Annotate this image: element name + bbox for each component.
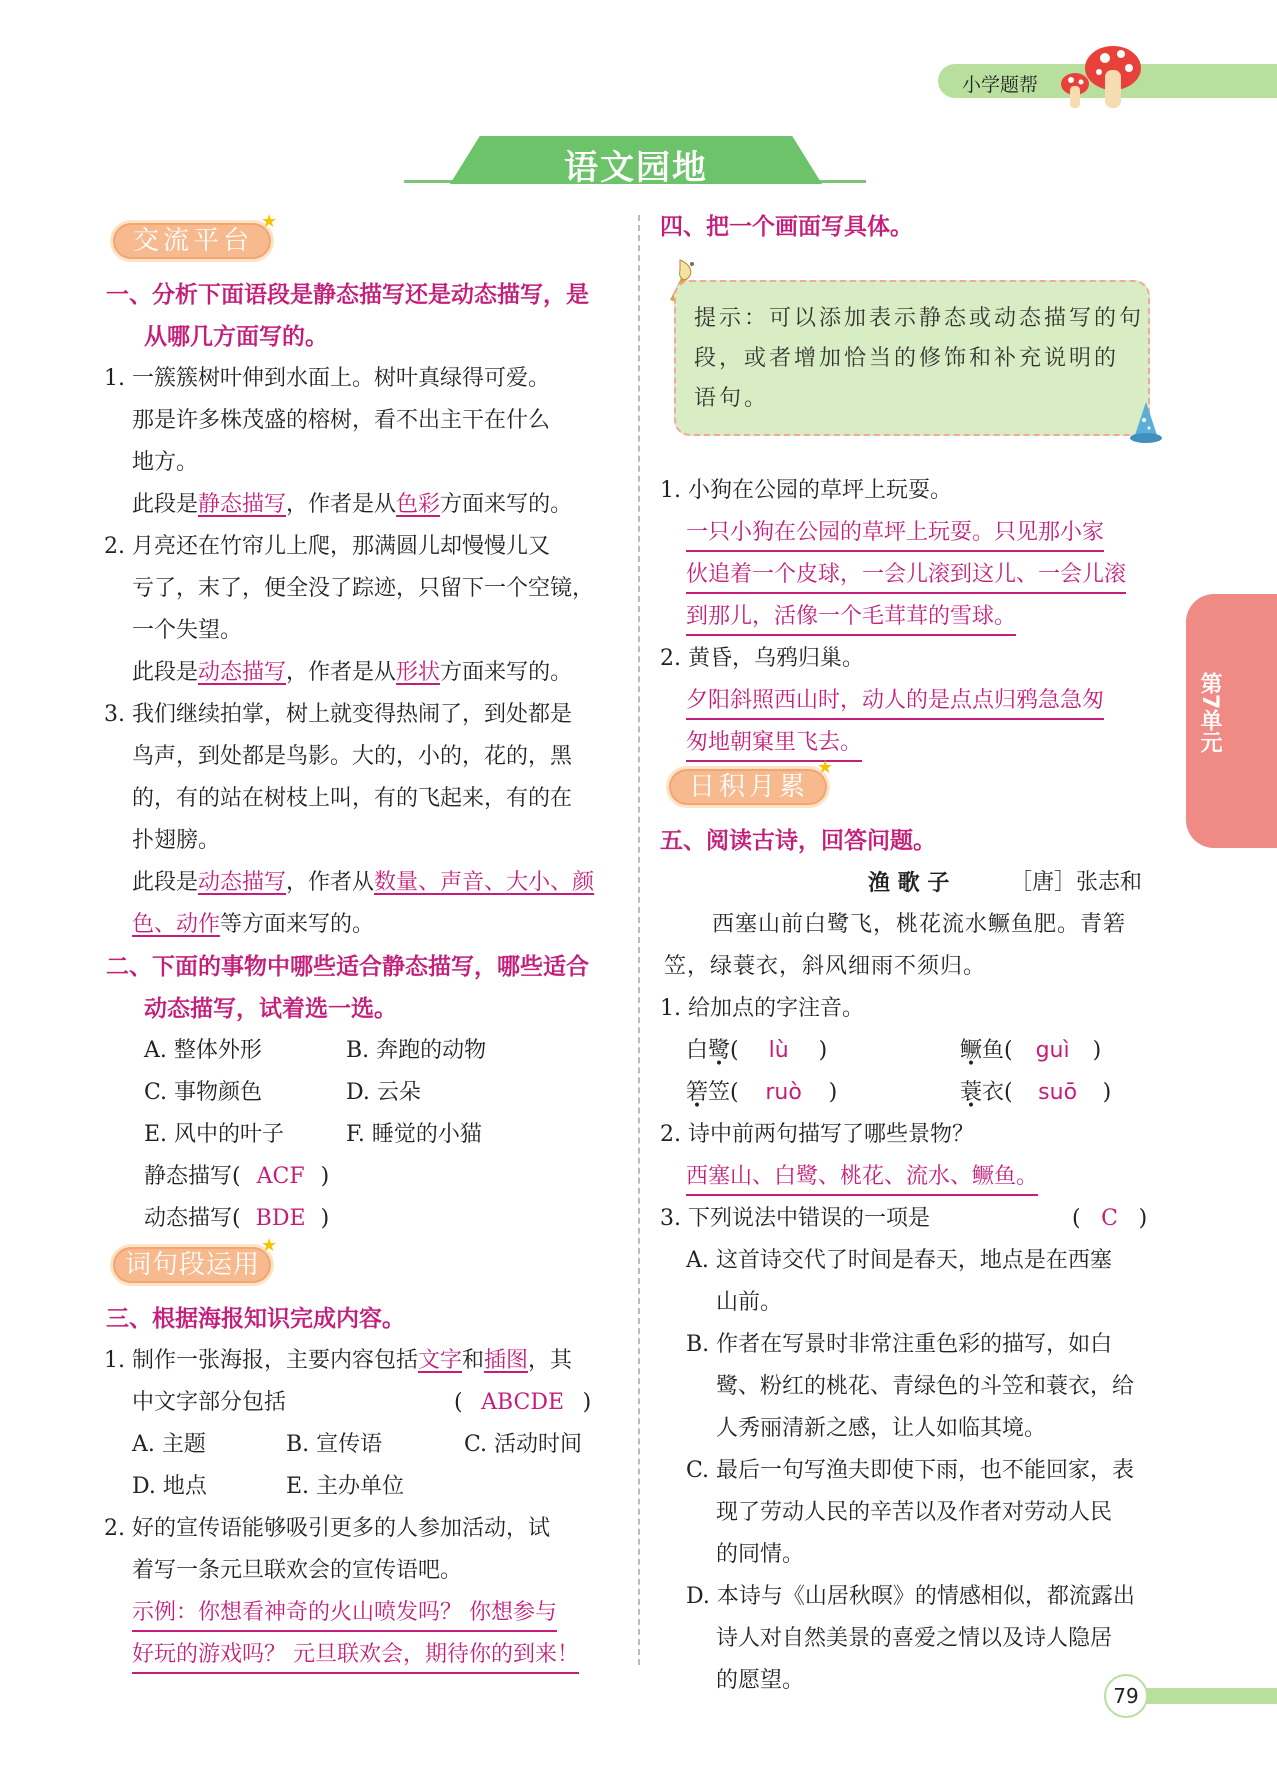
paren: ( [454,1390,463,1415]
paren: ) [828,1080,838,1105]
option-f: F. 睡觉的小猫 [346,1122,482,1147]
q5-opt-b-line3: 人秀丽清新之感，让人如临其境。 [716,1416,1047,1441]
answer-fill: 形状 [396,660,441,685]
page-number: 79 [1104,1674,1148,1718]
q3-option-b: B. 宣传语 [286,1432,383,1457]
section-pill-label: 日积月累 [689,772,810,802]
star-icon: ★ [261,1235,279,1256]
pinyin-row1-right [960,1036,1101,1066]
paren: ) [1102,1080,1112,1105]
q4-1-answer-line1 [686,518,1104,552]
passage3-line4: 扑翅膀。 [132,828,221,853]
q1-title: 一、分析下面语段是静态描写还是动态描写，是 [106,282,589,308]
answer-fill: 动态描写 [198,660,287,685]
section-pill-usage [110,1235,279,1286]
answer-text: 方面来写的。 [440,492,573,517]
q5-opt-a-line1: A. 这首诗交代了时间是春天，地点是在西塞 [686,1248,1112,1273]
wizard-hat-icon [1128,400,1164,444]
star-icon: ★ [261,211,282,232]
char: 衣( [982,1080,1013,1105]
answer-text: 此段是 [132,870,199,895]
q5-2-answer [686,1162,1038,1196]
q3-title: 三、根据海报知识完成内容。 [106,1306,405,1332]
passage2-line2: 亏了，末了，便全没了踪迹，只留下一个空镜， [132,576,595,601]
dotted-char: 蓑 [960,1080,983,1105]
q1-title-cont: 从哪几方面写的。 [144,324,328,350]
paren: ) [1092,1038,1102,1063]
poem-author: ［唐］张志和 [1010,870,1143,895]
q5-3-bracket [1072,1204,1147,1234]
answer-fill: 一只小狗在公园的草坪上玩耍。只见那小家 [686,518,1104,552]
answer-fill: 声音 [440,870,485,895]
pinyin-answer: ruò [765,1080,802,1105]
section-pill-label: 交流平台 [133,226,254,256]
answer3-line2 [132,910,374,940]
answer-fill: 匆地朝窠里飞去。 [686,728,862,762]
column-divider [638,215,640,1665]
answer1-line [132,490,572,520]
answer-fill: 到那儿，活像一个毛茸茸的雪球。 [686,602,1016,636]
choice-answer: C [1101,1206,1119,1231]
dynamic-label: 动态描写( [144,1206,241,1231]
paren: ( [1072,1206,1081,1231]
passage1-line2: 那是许多株茂盛的榕树，看不出主干在什么 [132,408,551,433]
answer-fill: 夕阳斜照西山时，动人的是点点归鸦急急匆 [686,686,1104,720]
q5-title: 五、阅读古诗，回答问题。 [660,828,936,854]
answer-fill: 文字 [417,1348,462,1373]
poem-title: 渔 歌 子 [868,870,950,896]
answer3-line [132,868,594,898]
q3-1-line2: 中文字部分包括 [132,1390,287,1415]
dotted-char: 箬 [686,1080,709,1105]
q5-opt-d-line3: 的愿望。 [716,1668,805,1693]
static-answer: ACF [256,1164,305,1189]
q5-opt-c-line1: C. 最后一句写渔夫即使下雨，也不能回家，表 [686,1458,1135,1483]
answer-fill: 大小 [506,870,551,895]
answer-text: 此段是 [132,492,199,517]
answer-text: 此段是 [132,660,199,685]
q2-title: 二、下面的事物中哪些适合静态描写，哪些适合 [106,954,589,980]
dynamic-answer: BDE [255,1206,306,1231]
section-pill-label: 词句段运用 [125,1250,261,1280]
answer-fill: 、 [418,870,441,895]
pinyin-answer: lù [768,1038,789,1063]
answer-fill: 插图 [484,1348,529,1373]
answer-fill: 伙追着一个皮球，一会儿滚到这儿、一会儿滚 [686,560,1126,594]
q4-2: 2. 黄昏，乌鸦归巢。 [660,646,864,671]
pinyin-answer: guì [1035,1038,1070,1063]
q3-2-line1: 2. 好的宣传语能够吸引更多的人参加活动，试 [104,1516,550,1541]
q5-opt-c-line2: 现了劳动人民的辛苦以及作者对劳动人民 [716,1500,1113,1525]
q3-1-text: ，其 [528,1348,573,1373]
q2-title-cont: 动态描写，试着选一选。 [144,996,397,1022]
pinyin-row2-right [960,1078,1111,1108]
q3-2-line2: 着写一条元旦联欢会的宣传语吧。 [132,1558,463,1583]
answer-fill: 、 [154,912,177,937]
answer-fill: 色 [132,912,155,937]
dynamic-answer-row [144,1204,329,1234]
q3-1-text: 1. 制作一张海报，主要内容包括 [104,1348,418,1373]
answer-fill: 动态描写 [198,870,287,895]
answer2-line [132,658,572,688]
footer-band [1140,1688,1277,1704]
paren: ) [320,1164,330,1189]
q4-2-answer-line1 [686,686,1104,720]
answer-fill: 好玩的游戏吗？ 元旦联欢会，期待你的到来！ [132,1640,579,1674]
q5-3: 3. 下列说法中错误的一项是 [660,1206,930,1231]
page-title: 语文园地 [564,148,708,188]
passage3-line2: 鸟声，到处都是鸟影。大的，小的，花的，黑 [132,744,573,769]
q4-1-answer-line3 [686,602,1016,636]
tip-line2: 段，或者增加恰当的修饰和补充说明的 [694,346,1120,371]
choice-answer: ABCDE [481,1390,565,1415]
q3-option-d: D. 地点 [132,1474,207,1499]
pinyin-answer: suō [1038,1080,1078,1105]
q5-opt-d-line2: 诗人对自然美景的喜爱之情以及诗人隐居 [716,1626,1113,1651]
q3-option-c: C. 活动时间 [464,1432,583,1457]
poem-line2: 笠，绿蓑衣，斜风细雨不须归。 [664,954,987,979]
q5-opt-b-line2: 鹭、粉红的桃花、青绿色的斗笠和蓑衣，给 [716,1374,1135,1399]
passage2-line3: 一个失望。 [132,618,243,643]
section-pill-accumulate [666,757,838,808]
paren: ( [730,1038,739,1063]
paren: ) [818,1038,828,1063]
q3-2-answer-line1 [132,1598,557,1632]
mushroom-icon [1055,40,1145,112]
static-label: 静态描写( [144,1164,241,1189]
q5-opt-c-line3: 的同情。 [716,1542,805,1567]
q5-opt-a-line2: 山前。 [716,1290,783,1315]
q5-opt-d-line1: D. 本诗与《山居秋暝》的情感相似，都流露出 [686,1584,1135,1609]
paren: ) [320,1206,330,1231]
dotted-char: 鹭 [708,1038,731,1063]
passage3-line3: 的，有的站在树枝上叫，有的飞起来，有的在 [132,786,573,811]
answer-text: 等方面来写的。 [220,912,375,937]
q4-1: 1. 小狗在公园的草坪上玩耍。 [660,478,952,503]
option-d: D. 云朵 [346,1080,421,1105]
pinyin-row1-left [686,1036,827,1066]
passage1-line3: 地方。 [132,450,199,475]
q3-1-text: 和 [462,1348,485,1373]
tip-line1: 提示：可以添加表示静态或动态描写的句 [694,306,1145,331]
q3-option-e: E. 主办单位 [286,1474,405,1499]
q4-title: 四、把一个画面写具体。 [660,214,913,240]
answer-text: ，作者是从 [286,660,397,685]
answer-fill: 、 [484,870,507,895]
passage3-line1: 3. 我们继续拍掌，树上就变得热闹了，到处都是 [104,702,572,727]
q5-2: 2. 诗中前两句描写了哪些景物？ [660,1122,974,1147]
option-c: C. 事物颜色 [144,1080,263,1105]
static-answer-row [144,1162,329,1192]
q5-1: 1. 给加点的字注音。 [660,996,864,1021]
option-a: A. 整体外形 [144,1038,262,1063]
q4-1-answer-line2 [686,560,1126,594]
q5-opt-b-line1: B. 作者在写景时非常注重色彩的描写，如白 [686,1332,1113,1357]
q3-1-bracket [454,1388,591,1418]
tip-line3: 语句。 [694,386,770,411]
answer-fill: 西塞山、白鹭、桃花、流水、鳜鱼。 [686,1162,1038,1196]
answer-text: ，作者从 [286,870,375,895]
answer-fill: 静态描写 [198,492,287,517]
answer-fill: 示例：你想看神奇的火山喷发吗？ 你想参与 [132,1598,557,1632]
unit-tab-label: 第7单元 [1197,672,1222,754]
paren: ) [1138,1206,1148,1231]
poem-line1: 西塞山前白鹭飞，桃花流水鳜鱼肥。青箬 [712,912,1127,937]
answer-fill: 色彩 [396,492,441,517]
pinyin-row2-left [686,1078,837,1108]
passage1-line1: 1. 一簇簇树叶伸到水面上。树叶真绿得可爱。 [104,366,550,391]
option-b: B. 奔跑的动物 [346,1038,487,1063]
dotted-char: 鳜 [960,1038,983,1063]
passage2-line1: 2. 月亮还在竹帘儿上爬，那满圆儿却慢慢儿又 [104,534,550,559]
option-e: E. 风中的叶子 [144,1122,285,1147]
brand-label: 小学题帮 [962,74,1039,96]
answer-fill: 动作 [176,912,221,937]
q3-option-a: A. 主题 [132,1432,206,1457]
answer-fill: 、 [550,870,573,895]
char: 白 [686,1038,709,1063]
paren: ) [582,1390,592,1415]
star-icon: ★ [817,757,838,778]
q3-1-line1 [104,1346,572,1376]
answer-text: 方面来写的。 [440,660,573,685]
answer-fill: 数量 [374,870,419,895]
answer-fill: 颜 [572,870,595,895]
section-pill-exchange [110,211,282,262]
char: 笠( [708,1080,739,1105]
answer-text: ，作者是从 [286,492,397,517]
char: 鱼( [982,1038,1013,1063]
q3-2-answer-line2 [132,1640,579,1674]
